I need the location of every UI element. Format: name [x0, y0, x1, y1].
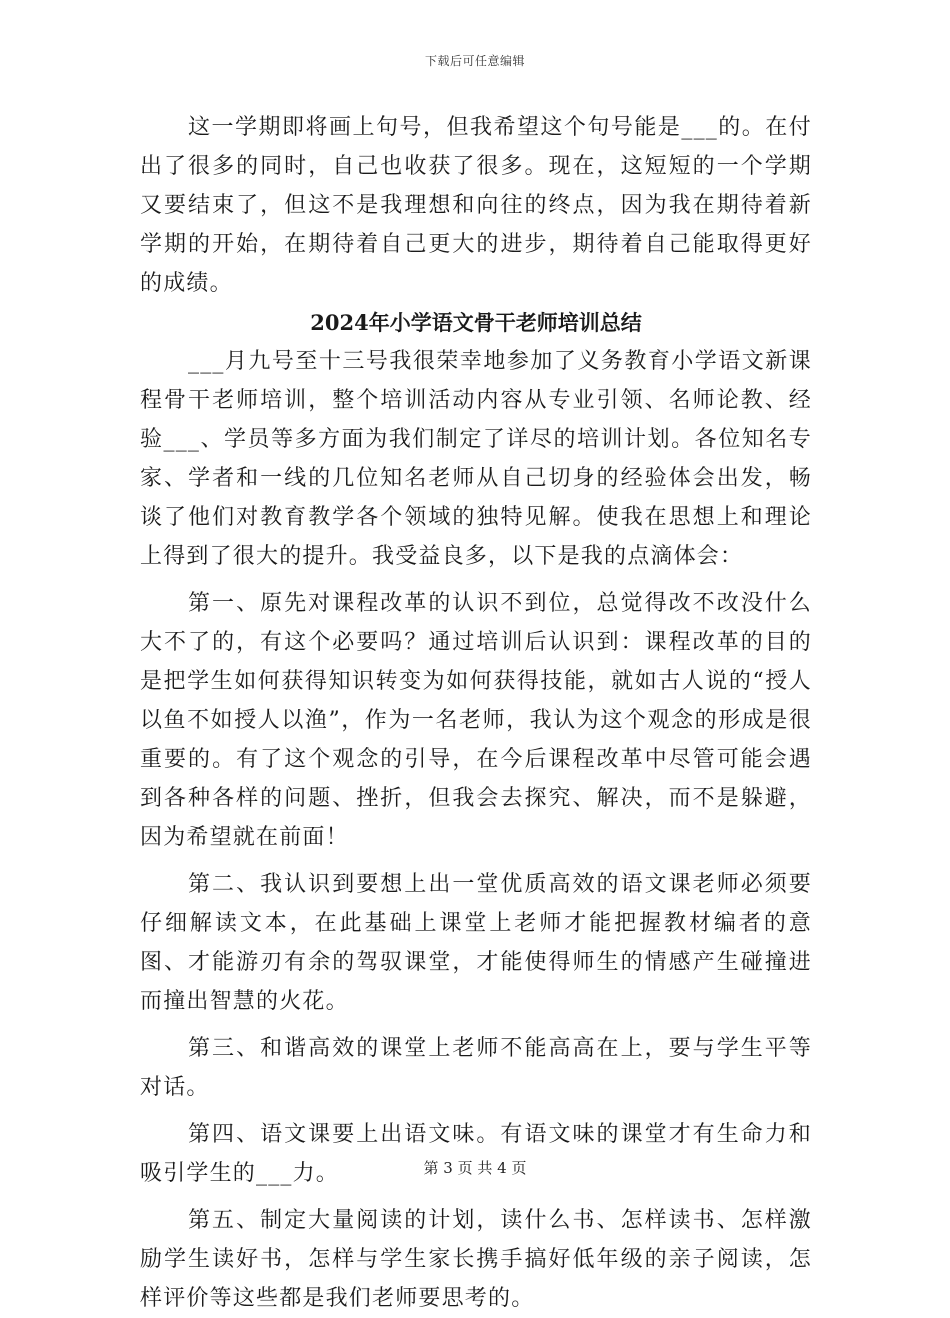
section-title: 2024年小学语文骨干老师培训总结	[310, 310, 642, 335]
paragraph-intro-training: ___月九号至十三号我很荣幸地参加了义务教育小学语文新课程骨干老师培训，整个培训活动内容从专业引领、名师论教、经验___、学员等多方面为我们制定了详尽的培训计划。各位知名专家、学者和一线的几位知名老师从自己切身的经验体会出发，畅谈了他们对教育教学各个领域的独特见解。使我在思想上和理论上得到了很大的提升。我受益良多，以下是我的点滴体会：	[140, 349, 812, 569]
document-body	[140, 108, 812, 1318]
paragraph-point-4: 第四、语文课要上出语文味。有语文味的课堂才有生命力和吸引学生的___力。	[140, 1122, 812, 1186]
page-header-note: 下载后可任意编辑	[424, 54, 525, 68]
paragraph-point-2: 第二、我认识到要想上出一堂优质高效的语文课老师必须要仔细解读文本，在此基础上课堂上老师才能把握教材编者的意图、才能游刃有余的驾驭课堂，才能使得师生的情感产生碰撞进而撞出智慧的火花。	[140, 872, 812, 1014]
page-number-footer: 第 3 页 共 4 页	[423, 1159, 527, 1177]
paragraph-point-3: 第三、和谐高效的课堂上老师不能高高在上，要与学生平等对话。	[140, 1036, 812, 1100]
intro-paragraph: 这一学期即将画上句号，但我希望这个句号能是___的。在付出了很多的同时，自己也收获了很多。现在，这短短的一个学期又要结束了，但这不是我理想和向往的终点，因为我在期待着新学期的开始，在期待着自己更大的进步，期待着自己能取得更好的成绩。	[140, 115, 812, 296]
paragraph-point-5: 第五、制定大量阅读的计划，读什么书、怎样读书、怎样激励学生读好书，怎样与学生家长携手搞好低年级的亲子阅读，怎样评价等这些都是我们老师要思考的。	[140, 1208, 812, 1311]
paragraph-point-1: 第一、原先对课程改革的认识不到位，总觉得改不改没什么大不了的，有这个必要吗？通过培训后认识到：课程改革的目的是把学生如何获得知识转变为如何获得技能，就如古人说的“授人以鱼不如授人以渔”，作为一名老师，我认为这个观念的形成是很重要的。有了这个观念的引导，在今后课程改革中尽管可能会遇到各种各样的问题、挫折，但我会去探究、解决，而不是躲避，因为希望就在前面！	[140, 591, 812, 850]
